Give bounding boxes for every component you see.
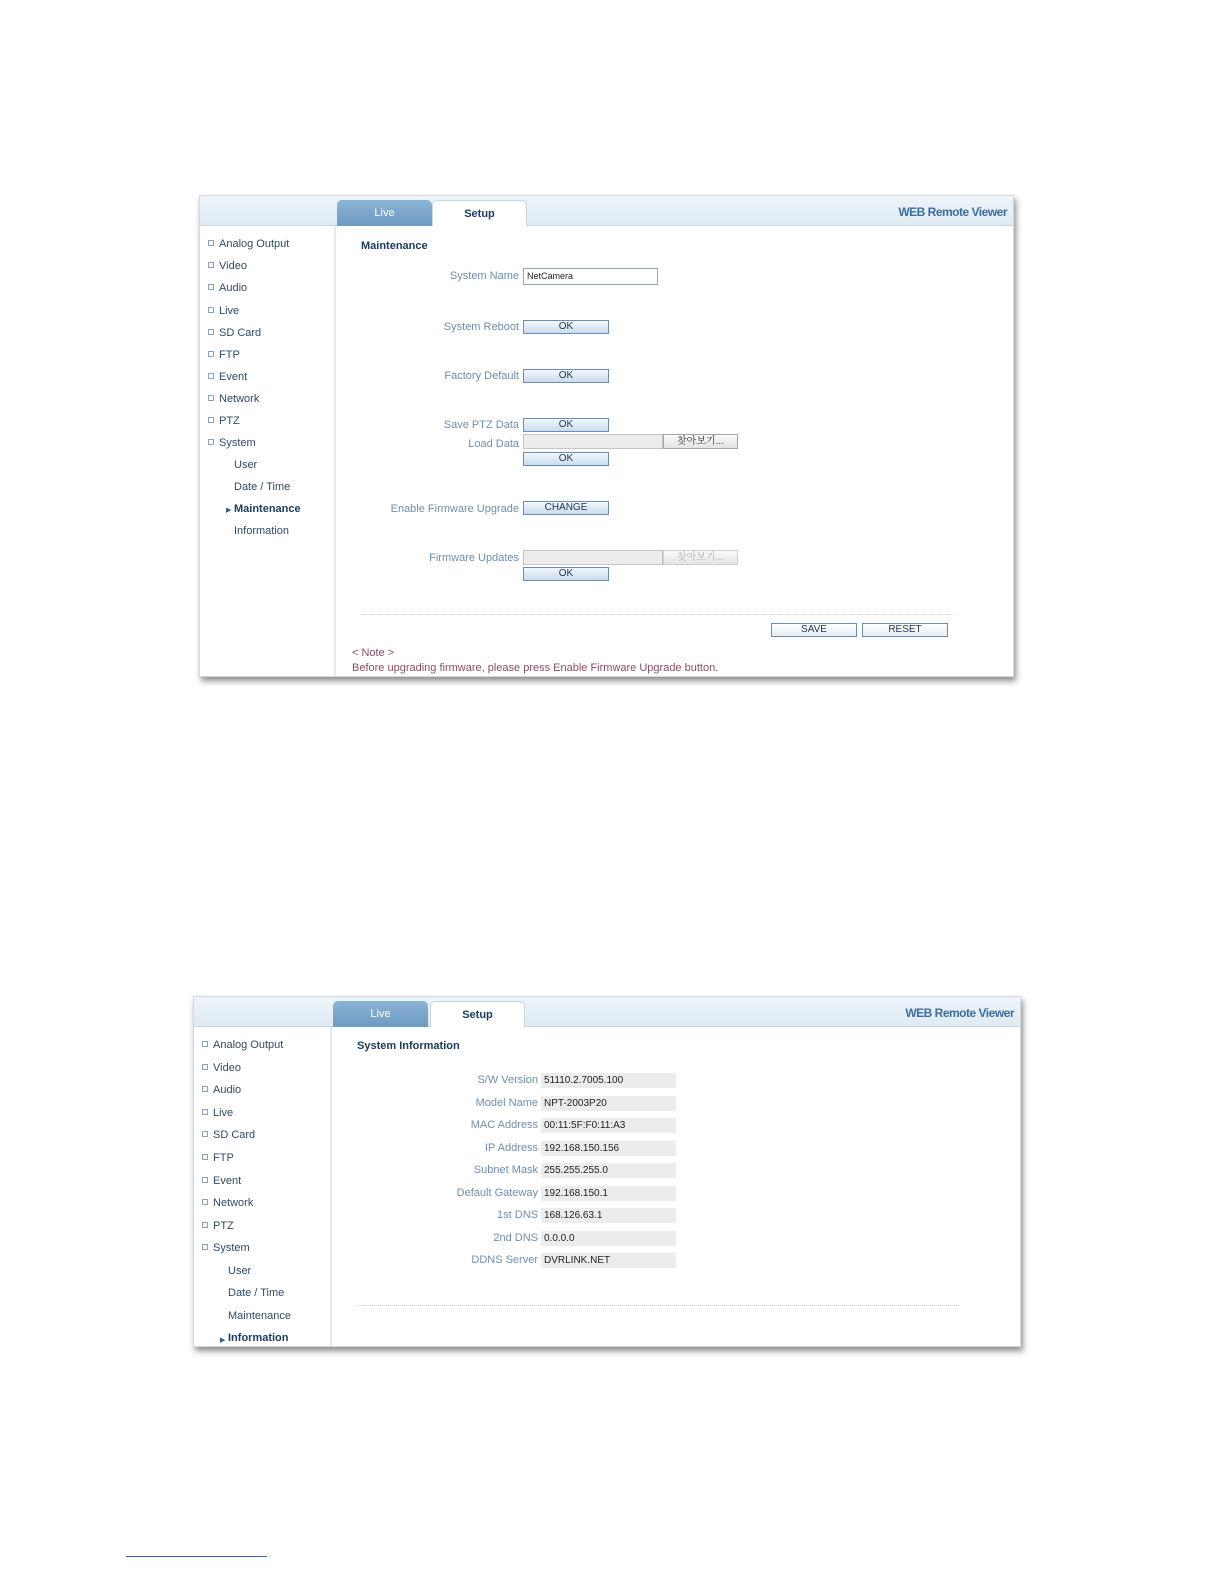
sidebar-item-network[interactable]: Network bbox=[208, 393, 259, 405]
firmware-updates-label: Firmware Updates bbox=[429, 552, 519, 564]
sidebar-item-ftp[interactable]: FTP bbox=[202, 1152, 234, 1164]
info-value: NPT-2003P20 bbox=[541, 1096, 676, 1111]
divider bbox=[361, 614, 954, 615]
expand-icon bbox=[202, 1222, 208, 1228]
reset-button[interactable]: RESET bbox=[862, 623, 948, 637]
expand-icon bbox=[202, 1086, 208, 1092]
expand-icon bbox=[208, 262, 214, 268]
enable-firmware-change-button[interactable]: CHANGE bbox=[523, 501, 609, 515]
sidebar-item-system[interactable]: System bbox=[202, 1242, 250, 1254]
sidebar-subitem-maintenance[interactable]: Maintenance bbox=[234, 503, 301, 515]
info-value: 0.0.0.0 bbox=[541, 1231, 676, 1246]
sidebar-item-event[interactable]: Event bbox=[202, 1175, 241, 1187]
sidebar-item-audio[interactable]: Audio bbox=[202, 1084, 241, 1096]
tab-live[interactable]: Live bbox=[333, 1001, 428, 1027]
selected-arrow-icon: ▶ bbox=[220, 1337, 226, 1344]
sidebar-item-network[interactable]: Network bbox=[202, 1197, 253, 1209]
save-ptz-data-label: Save PTZ Data bbox=[443, 419, 519, 431]
sidebar-item-live[interactable]: Live bbox=[202, 1107, 233, 1119]
sidebar-item-live[interactable]: Live bbox=[208, 305, 239, 317]
info-value: 255.255.255.0 bbox=[541, 1163, 676, 1178]
sidebar-item-ftp[interactable]: FTP bbox=[208, 349, 240, 361]
information-screenshot bbox=[193, 996, 1021, 1347]
note-text: Before upgrading firmware, please press Enable Firmware Upgrade button. bbox=[352, 662, 719, 674]
sidebar bbox=[194, 1027, 332, 1346]
sidebar-item-event[interactable]: Event bbox=[208, 371, 247, 383]
expand-icon bbox=[208, 417, 214, 423]
load-data-browse-button[interactable]: 찾아보기... bbox=[663, 434, 738, 449]
sidebar-item-ptz[interactable]: PTZ bbox=[202, 1220, 234, 1232]
expand-icon bbox=[202, 1131, 208, 1137]
page-title: System Information bbox=[357, 1040, 460, 1052]
expand-icon bbox=[208, 240, 214, 246]
expand-icon bbox=[202, 1041, 208, 1047]
info-label: 1st DNS bbox=[497, 1209, 538, 1221]
sidebar-item-ptz[interactable]: PTZ bbox=[208, 415, 240, 427]
expand-icon bbox=[208, 329, 214, 335]
save-button[interactable]: SAVE bbox=[771, 623, 857, 637]
firmware-file-field bbox=[523, 550, 663, 565]
info-label: 2nd DNS bbox=[493, 1232, 538, 1244]
system-name-input[interactable]: NetCamera bbox=[523, 268, 658, 285]
maintenance-screenshot bbox=[199, 195, 1014, 677]
info-value: 00:11:5F:F0:11:A3 bbox=[541, 1118, 676, 1133]
info-label: Model Name bbox=[475, 1097, 538, 1109]
info-label: MAC Address bbox=[470, 1119, 538, 1131]
sidebar-item-video[interactable]: Video bbox=[208, 260, 247, 272]
sidebar-subitem-date-time[interactable]: Date / Time bbox=[234, 481, 291, 493]
sidebar-subitem-user[interactable]: User bbox=[228, 1265, 252, 1277]
sidebar-item-sd-card[interactable]: SD Card bbox=[202, 1129, 255, 1141]
collapse-icon bbox=[208, 439, 214, 445]
tab-setup[interactable]: Setup bbox=[430, 1001, 525, 1027]
expand-icon bbox=[208, 373, 214, 379]
sidebar-subitem-information[interactable]: Information bbox=[234, 525, 290, 537]
info-label: Default Gateway bbox=[456, 1187, 538, 1199]
enable-firmware-upgrade-label: Enable Firmware Upgrade bbox=[390, 503, 519, 515]
load-data-file-field[interactable] bbox=[523, 434, 663, 449]
expand-icon bbox=[202, 1109, 208, 1115]
expand-icon bbox=[202, 1064, 208, 1070]
expand-icon bbox=[202, 1177, 208, 1183]
system-name-label: System Name bbox=[449, 270, 519, 282]
sidebar-item-sd-card[interactable]: SD Card bbox=[208, 327, 261, 339]
info-value: 192.168.150.1 bbox=[541, 1186, 676, 1201]
info-label: S/W Version bbox=[477, 1074, 538, 1086]
info-value: 168.126.63.1 bbox=[541, 1208, 676, 1223]
footnote-separator bbox=[126, 1556, 267, 1557]
page-title: Maintenance bbox=[361, 240, 428, 252]
sidebar bbox=[200, 226, 336, 676]
expand-icon bbox=[208, 351, 214, 357]
factory-default-label: Factory Default bbox=[444, 370, 519, 382]
sidebar-item-analog-output[interactable]: Analog Output bbox=[202, 1039, 283, 1051]
note-title: < Note > bbox=[352, 647, 395, 659]
sidebar-item-system[interactable]: System bbox=[208, 437, 256, 449]
save-ptz-ok-button[interactable]: OK bbox=[523, 418, 609, 432]
top-bar bbox=[194, 997, 1020, 1027]
firmware-browse-button: 찾아보기... bbox=[663, 550, 738, 565]
expand-icon bbox=[202, 1154, 208, 1160]
info-label: DDNS Server bbox=[471, 1254, 538, 1266]
top-bar bbox=[200, 196, 1013, 226]
brand-title: WEB Remote Viewer bbox=[898, 205, 1007, 219]
info-label: IP Address bbox=[485, 1142, 538, 1154]
tab-setup[interactable]: Setup bbox=[432, 200, 527, 226]
info-label: Subnet Mask bbox=[473, 1164, 538, 1176]
load-data-label: Load Data bbox=[468, 438, 519, 450]
sidebar-item-video[interactable]: Video bbox=[202, 1062, 241, 1074]
sidebar-subitem-maintenance[interactable]: Maintenance bbox=[228, 1310, 291, 1322]
info-value: 51110.2.7005.100 bbox=[541, 1073, 676, 1088]
system-reboot-ok-button[interactable]: OK bbox=[523, 320, 609, 334]
sidebar-subitem-date-time[interactable]: Date / Time bbox=[228, 1287, 285, 1299]
divider bbox=[357, 1305, 959, 1306]
collapse-icon bbox=[202, 1244, 208, 1250]
firmware-updates-ok-button[interactable]: OK bbox=[523, 567, 609, 581]
tab-live[interactable]: Live bbox=[337, 200, 432, 226]
brand-title: WEB Remote Viewer bbox=[905, 1006, 1014, 1020]
sidebar-item-analog-output[interactable]: Analog Output bbox=[208, 238, 289, 250]
info-value: 192.168.150.156 bbox=[541, 1141, 676, 1156]
expand-icon bbox=[208, 395, 214, 401]
load-data-ok-button[interactable]: OK bbox=[523, 452, 609, 466]
system-reboot-label: System Reboot bbox=[443, 321, 519, 333]
expand-icon bbox=[208, 307, 214, 313]
sidebar-subitem-information[interactable]: Information bbox=[228, 1332, 289, 1344]
expand-icon bbox=[202, 1199, 208, 1205]
sidebar-item-audio[interactable]: Audio bbox=[208, 282, 247, 294]
info-value: DVRLINK.NET bbox=[541, 1253, 676, 1268]
sidebar-subitem-user[interactable]: User bbox=[234, 459, 258, 471]
expand-icon bbox=[208, 284, 214, 290]
factory-default-ok-button[interactable]: OK bbox=[523, 369, 609, 383]
selected-arrow-icon: ▶ bbox=[226, 507, 232, 514]
